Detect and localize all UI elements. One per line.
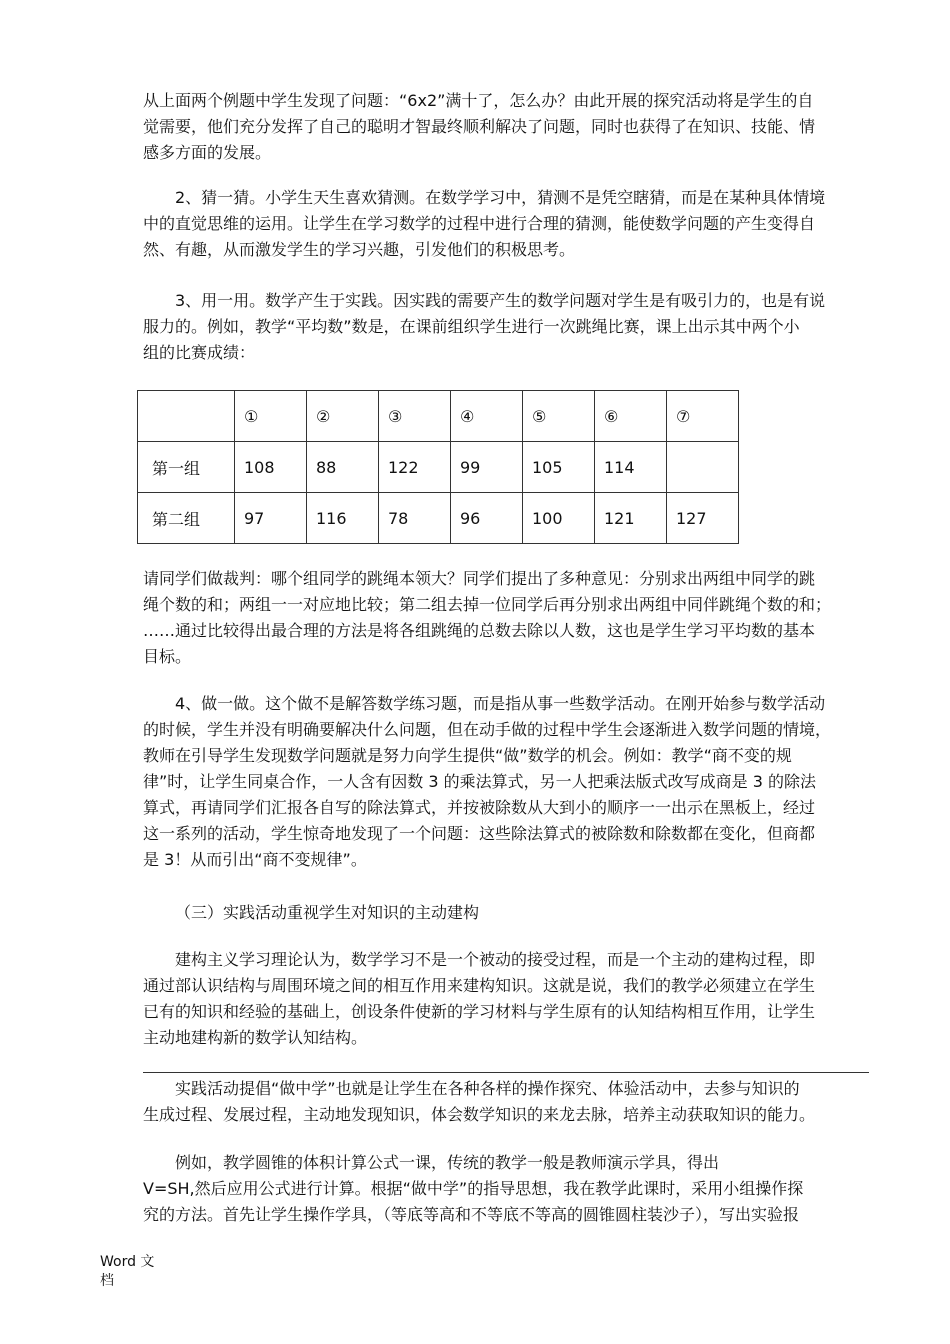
text-line: 从上面两个例题中学生发现了问题：“6x2”满十了，怎么办？由此开展的探究活动将是学生的自 [143, 91, 814, 110]
paragraph-learning-by-doing [143, 1076, 869, 1128]
table-cell [667, 442, 739, 493]
table-cell: 97 [235, 493, 307, 544]
text-line: 然、有趣，从而激发学生的学习兴趣，引发他们的积极思考。 [143, 240, 576, 259]
text-line: 目标。 [143, 647, 192, 666]
table-header-row [138, 391, 739, 442]
text-line: 已有的知识和经验的基础上，创设条件使新的学习材料与学生原有的认知结构相互作用，让学生 [143, 1002, 816, 1021]
table-row [138, 493, 739, 544]
table-cell: ① [235, 391, 307, 442]
table-cell: ③ [379, 391, 451, 442]
text-line: 实践活动提倡“做中学”也就是让学生在各种各样的操作探究、体验活动中，去参与知识的 [175, 1079, 800, 1098]
text-line: 组的比赛成绩： [143, 343, 256, 362]
table-cell: 105 [523, 442, 595, 493]
table-cell: 122 [379, 442, 451, 493]
page-footer [100, 1253, 160, 1291]
text-line: 例如，教学圆锥的体积计算公式一课，传统的教学一般是教师演示学具，得出 [175, 1153, 720, 1172]
text-line: 服力的。例如，教学“平均数”数是，在课前组织学生进行一次跳绳比赛，课上出示其中两个小 [143, 317, 800, 336]
footer-line: 档 [100, 1273, 114, 1289]
table-cell: 99 [451, 442, 523, 493]
text-line: 主动地建构新的数学认知结构。 [143, 1028, 368, 1047]
text-line: 通过部认识结构与周围环境之间的相互作用来建构知识。这就是说，我们的教学必须建立在学生 [143, 976, 816, 995]
text-line: ……通过比较得出最合理的方法是将各组跳绳的总数去除以人数，这也是学生学习平均数的基本 [143, 621, 816, 640]
table-cell [138, 391, 235, 442]
text-line: 的时候，学生并没有明确要解决什么问题，但在动手做的过程中学生会逐渐进入数学问题的情境， [143, 720, 832, 739]
text-line: 4、做一做。这个做不是解答数学练习题，而是指从事一些数学活动。在刚开始参与数学活动 [175, 694, 826, 713]
paragraph-constructivism [143, 947, 869, 1051]
text-line: 算式，再请同学们汇报各自写的除法算式，并按被除数从大到小的顺序一一出示在黑板上，经过 [143, 798, 816, 817]
text-line: 生成过程、发展过程，主动地发现知识，体会数学知识的来龙去脉，培养主动获取知识的能力。 [143, 1105, 816, 1124]
paragraph-intro [143, 88, 869, 166]
text-line: 3、用一用。数学产生于实践。因实践的需要产生的数学问题对学生是有吸引力的，也是有说 [175, 291, 826, 310]
text-line: 律”时，让学生同桌合作，一人含有因数 3 的乘法算式，另一人把乘法版式改写成商是 3 的除法 [143, 772, 816, 791]
paragraph-cone-example [143, 1150, 869, 1228]
jump-rope-score-table [137, 390, 739, 544]
table-cell: 88 [307, 442, 379, 493]
table-cell: ⑤ [523, 391, 595, 442]
table-cell: 第二组 [138, 493, 235, 544]
text-line: 建构主义学习理论认为，数学学习不是一个被动的接受过程，而是一个主动的建构过程，即 [175, 950, 816, 969]
text-line: 教师在引导学生发现数学问题就是努力向学生提供“做”数学的机会。例如：教学“商不变的规 [143, 746, 792, 765]
paragraph-referee [143, 566, 869, 670]
table-cell: 第一组 [138, 442, 235, 493]
horizontal-rule [143, 1072, 869, 1073]
text-line: 觉需要，他们充分发挥了自己的聪明才智最终顺利解决了问题，同时也获得了在知识、技能、情 [143, 117, 816, 136]
text-line: 究的方法。首先让学生操作学具，（等底等高和不等底不等高的圆锥圆柱装沙子），写出实验报 [143, 1205, 800, 1224]
text-line: 是 3！从而引出“商不变规律”。 [143, 850, 367, 869]
text-line: 这一系列的活动，学生惊奇地发现了一个问题：这些除法算式的被除数和除数都在变化，但商都 [143, 824, 816, 843]
table-cell: 116 [307, 493, 379, 544]
table-row [138, 442, 739, 493]
text-line: 请同学们做裁判：哪个组同学的跳绳本领大？同学们提出了多种意见：分别求出两组中同学的跳 [143, 569, 816, 588]
footer-line: Word 文 [100, 1254, 155, 1270]
paragraph-do [143, 691, 869, 873]
table-cell: ④ [451, 391, 523, 442]
text-line: 绳个数的和；两组一一对应地比较；第二组去掉一位同学后再分别求出两组中同伴跳绳个数的和； [143, 595, 832, 614]
paragraph-use [143, 288, 869, 366]
text-line: 感多方面的发展。 [143, 143, 272, 162]
text-line: 2、猜一猜。小学生天生喜欢猜测。在数学学习中，猜测不是凭空瞎猜，而是在某种具体情境 [175, 188, 826, 207]
table-cell: ⑦ [667, 391, 739, 442]
table-cell: ② [307, 391, 379, 442]
table-cell: 78 [379, 493, 451, 544]
text-line: V=SH,然后应用公式进行计算。根据“做中学”的指导思想，我在教学此课时，采用小组操作探 [143, 1179, 804, 1198]
table-cell: 121 [595, 493, 667, 544]
table-cell: ⑥ [595, 391, 667, 442]
section-heading: （三）实践活动重视学生对知识的主动建构 [175, 903, 480, 922]
table-cell: 127 [667, 493, 739, 544]
table-cell: 100 [523, 493, 595, 544]
table-cell: 96 [451, 493, 523, 544]
table-cell: 108 [235, 442, 307, 493]
table-cell: 114 [595, 442, 667, 493]
paragraph-guess [143, 185, 869, 263]
text-line: 中的直觉思维的运用。让学生在学习数学的过程中进行合理的猜测，能使数学问题的产生变得自 [143, 214, 816, 233]
